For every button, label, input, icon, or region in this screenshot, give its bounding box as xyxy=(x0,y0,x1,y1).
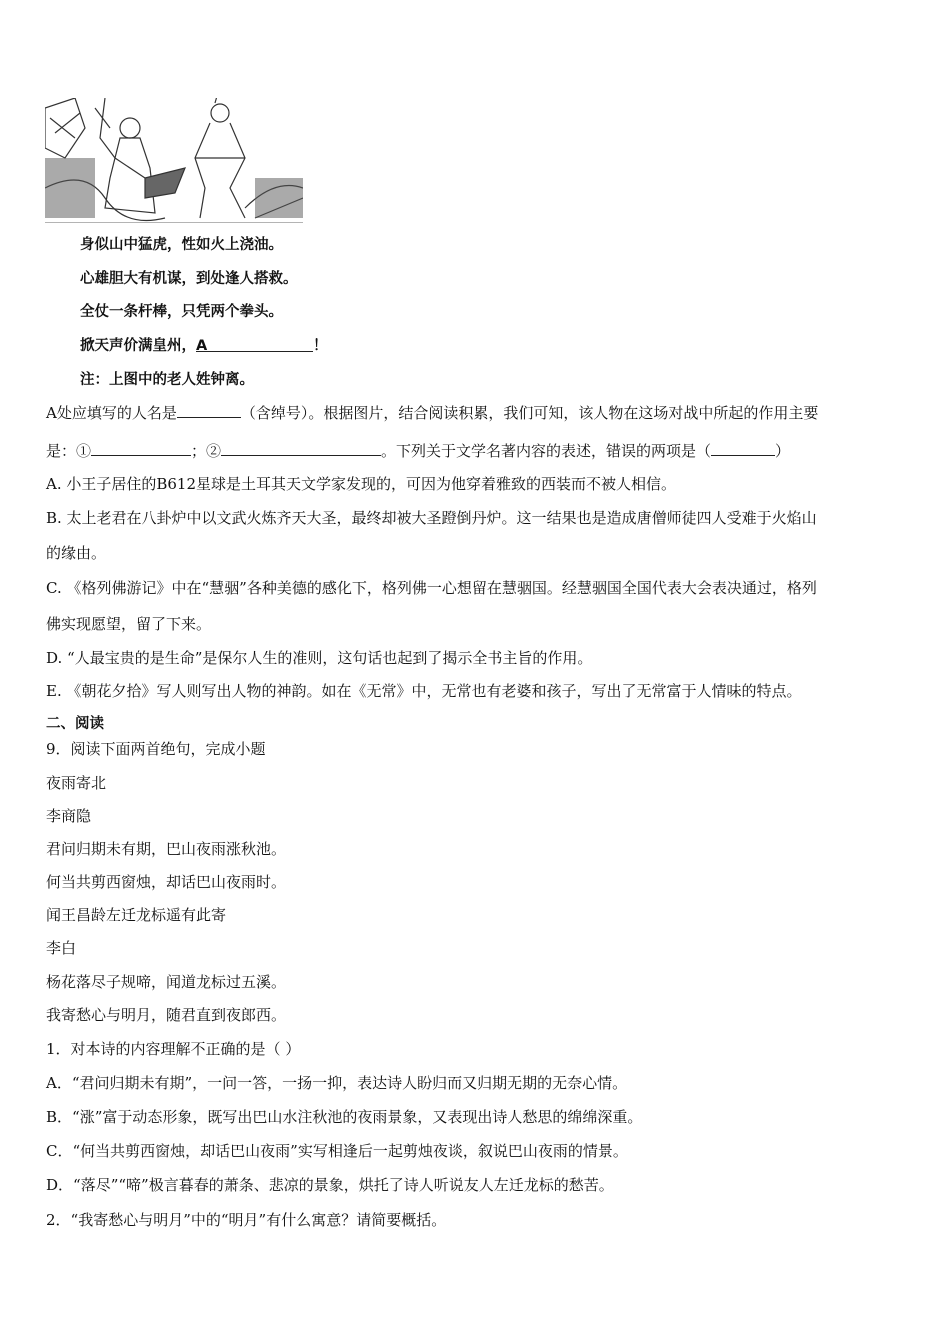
q9-line: A．“君问归期未有期”，一问一答，一扬一抑，表达诗人盼归而又归期无期的无奈心情。 xyxy=(46,1074,628,1092)
q9-line: 君问归期未有期，巴山夜雨涨秋池。 xyxy=(46,840,287,858)
blank-1[interactable] xyxy=(91,440,191,456)
option: C. 《格列佛游记》中在“慧骃”各种美德的感化下，格列佛一心想留在慧骃国。经慧骃国全国代表大会表决通过，格列 xyxy=(46,579,817,597)
q9-intro: 9．阅读下面两首绝句，完成小题 xyxy=(46,740,266,758)
q8-line2 xyxy=(46,440,790,461)
note: 注：上图中的老人姓钟离。 xyxy=(80,372,254,388)
poem-end: ！ xyxy=(313,338,328,354)
q9-line: 闻王昌龄左迁龙标遥有此寄 xyxy=(46,906,227,924)
option: 佛实现愿望，留了下来。 xyxy=(46,615,212,633)
q9-line: 1．对本诗的内容理解不正确的是（ ） xyxy=(46,1040,301,1058)
section-heading: 二、阅读 xyxy=(46,716,104,732)
q9-line: 杨花落尽子规啼，闻道龙标过五溪。 xyxy=(46,973,287,991)
text: （含绰号）。根据图片，结合阅读积累，我们可知，该人物在这场对战中所起的作用主要 xyxy=(240,404,819,422)
q9-line: 何当共剪西窗烛，却话巴山夜雨时。 xyxy=(46,873,287,891)
text: A处应填写的人名是 xyxy=(46,404,177,422)
option: D. “人最宝贵的是生命”是保尔人生的准则，这句话也起到了揭示全书主旨的作用。 xyxy=(46,649,593,667)
option: E. 《朝花夕拾》写人则写出人物的神韵。如在《无常》中，无常也有老婆和孩子，写出了无常富于人情味的特点。 xyxy=(46,682,802,700)
poem-line xyxy=(80,336,328,356)
blank-name[interactable] xyxy=(177,402,241,418)
option: 的缘由。 xyxy=(46,544,107,562)
blank-label: A xyxy=(196,338,208,354)
q8-line1 xyxy=(46,402,818,423)
text: 是：① xyxy=(46,442,92,460)
text: ） xyxy=(775,442,791,460)
illustration-two-men-sitting xyxy=(45,98,303,223)
blank-2[interactable] xyxy=(221,440,381,456)
q9-line: D．“落尽”“啼”极言暮春的萧条、悲凉的景象，烘托了诗人听说友人左迁龙标的愁苦。 xyxy=(46,1176,614,1194)
poem-text: 掀天声价满皇州， xyxy=(80,338,196,354)
poem-line: 身似山中猛虎，性如火上浇油。 xyxy=(80,237,283,253)
blank-a[interactable] xyxy=(196,336,313,352)
option: B. 太上老君在八卦炉中以文武火炼齐天大圣，最终却被大圣蹬倒丹炉。这一结果也是造成唐僧师徒四人受难于火焰山 xyxy=(46,509,817,527)
q9-line: 2．“我寄愁心与明月”中的“明月”有什么寓意？请简要概括。 xyxy=(46,1211,447,1229)
poem-line: 全仗一条杆棒，只凭两个拳头。 xyxy=(80,304,283,320)
q9-line: 夜雨寄北 xyxy=(46,774,107,792)
option: A. 小王子居住的B612星球是土耳其天文学家发现的，可因为他穿着雅致的西装而不被人相信。 xyxy=(46,475,677,493)
text: ；② xyxy=(191,442,222,460)
q9-line: 李商隐 xyxy=(46,807,92,825)
q9-line: 我寄愁心与明月，随君直到夜郎西。 xyxy=(46,1006,287,1024)
text: 。下列关于文学名著内容的表述，错误的两项是（ xyxy=(381,442,712,460)
poem-line: 心雄胆大有机谋，到处逢人搭救。 xyxy=(80,271,298,287)
q9-line: B．“涨”富于动态形象，既写出巴山水注秋池的夜雨景象，又表现出诗人愁思的绵绵深重。 xyxy=(46,1108,643,1126)
blank-answer[interactable] xyxy=(711,440,775,456)
q9-line: C．“何当共剪西窗烛，却话巴山夜雨”实写相逢后一起剪烛夜谈，叙说巴山夜雨的情景。 xyxy=(46,1142,628,1160)
q9-line: 李白 xyxy=(46,939,77,957)
